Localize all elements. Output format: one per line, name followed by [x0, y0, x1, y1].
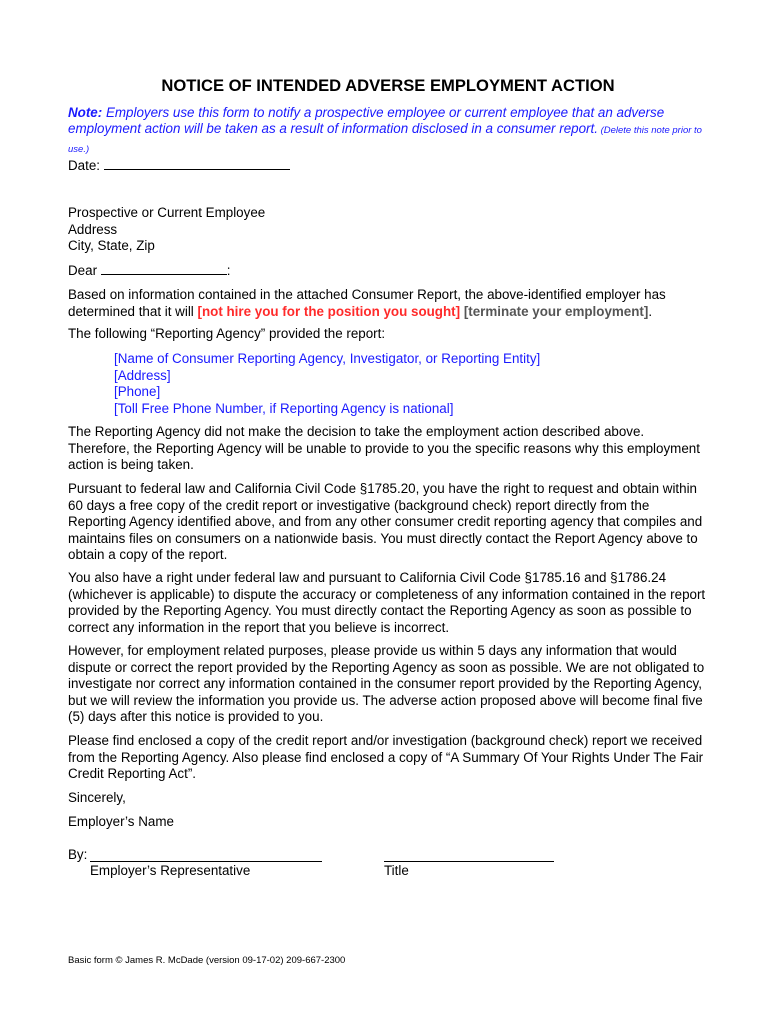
address-line-name: Prospective or Current Employee: [68, 205, 266, 220]
option-terminate: [terminate your employment]: [463, 303, 649, 319]
recipient-name-field[interactable]: [101, 262, 227, 275]
date-line: [68, 157, 708, 175]
agency-phone: [Phone]: [114, 384, 161, 400]
agency-toll-free: [Toll Free Phone Number, if Reporting Agency is national]: [114, 400, 454, 416]
dear-suffix: :: [226, 263, 231, 278]
title-line[interactable]: [384, 861, 554, 862]
salutation: [68, 262, 708, 280]
signature-line[interactable]: [90, 861, 322, 862]
paragraph-free-copy: Pursuant to federal law and California Civil Code §1785.20, you have the right to request and obtain within 60 days a free copy of the credit report or investigative (background check) report directly from the Reporting Agency identified above, and from any other consumer credit reporting agency that compiles and maintains files on consumers on a nationwide basis. You must directly contact the Report Agency above to obtain a copy of the report.: [68, 481, 703, 563]
paragraph-no-decision: The Reporting Agency did not make the decision to take the employment action described above. Therefore, the Reporting Agency will be unable to provide to you the specific reasons why this employment action is being taken.: [68, 424, 700, 473]
decision-text: Based on information contained in the attached Consumer Report, the above-identified employer has determined that it will: [68, 287, 666, 319]
paragraph-five-days: However, for employment related purposes, please provide us within 5 days any information that would dispute or correct the report provided by the Reporting Agency as soon as possible. We are not obligated to investigate nor correct any information contained in the consumer report provided by the Reporting Agency, but we will review the information you provide us. The adverse action proposed above will become final five (5) days after this notice is provided to you.: [68, 643, 705, 725]
recipient-address: [68, 205, 708, 255]
title-label: Title: [384, 863, 409, 878]
paragraph-enclosures: Please find enclosed a copy of the credit report and/or investigation (background check) report we received from the Reporting Agency. Also please find enclosed a copy of “A Summary Of Your Rights Under The Fair Credit Reporting Act”.: [68, 733, 704, 782]
representative-label: Employer’s Representative: [90, 863, 251, 878]
agency-name: [Name of Consumer Reporting Agency, Investigator, or Reporting Entity]: [114, 351, 541, 366]
agency-intro: The following “Reporting Agency” provided the report:: [68, 326, 386, 341]
note-label: Note:: [68, 105, 103, 120]
note-text: Employers use this form to notify a prospective employee or current employee that an adverse employment action will be taken as a result of information disclosed in a consumer report.: [68, 105, 665, 137]
note-delete-hint: (Delete this note prior to use.): [68, 125, 702, 155]
instruction-note: [68, 105, 708, 158]
footer-credit: Basic form © James R. McDade (version 09-17-02) 209-667-2300: [68, 955, 346, 966]
date-field[interactable]: [104, 157, 290, 170]
address-line-street: Address: [68, 221, 118, 237]
decision-paragraph: Based on information contained in the attached Consumer Report, the above-identified employer has determined that it will [not hire you for the position you sought] [terminate your employment].: [68, 287, 666, 319]
agency-details: [114, 351, 714, 417]
date-label: Date:: [68, 158, 101, 173]
by-label: By:: [68, 847, 88, 862]
option-not-hire: [not hire you for the position you sought]: [197, 303, 461, 319]
closing: Sincerely,: [68, 790, 126, 805]
document-title: NOTICE OF INTENDED ADVERSE EMPLOYMENT ACTION: [161, 76, 615, 95]
address-line-city: City, State, Zip: [68, 238, 155, 254]
dear-label: Dear: [68, 263, 98, 278]
paragraph-dispute-right: You also have a right under federal law and pursuant to California Civil Code §1785.16 and §1786.24 (whichever is applicable) to dispute the accuracy or completeness of any information contained in the report provided by the Reporting Agency. You must directly contact the Reporting Agency as soon as possible to correct any information in the report that you believe is incorrect.: [68, 570, 706, 635]
employer-name: Employer’s Name: [68, 814, 174, 829]
agency-address: [Address]: [114, 367, 171, 383]
